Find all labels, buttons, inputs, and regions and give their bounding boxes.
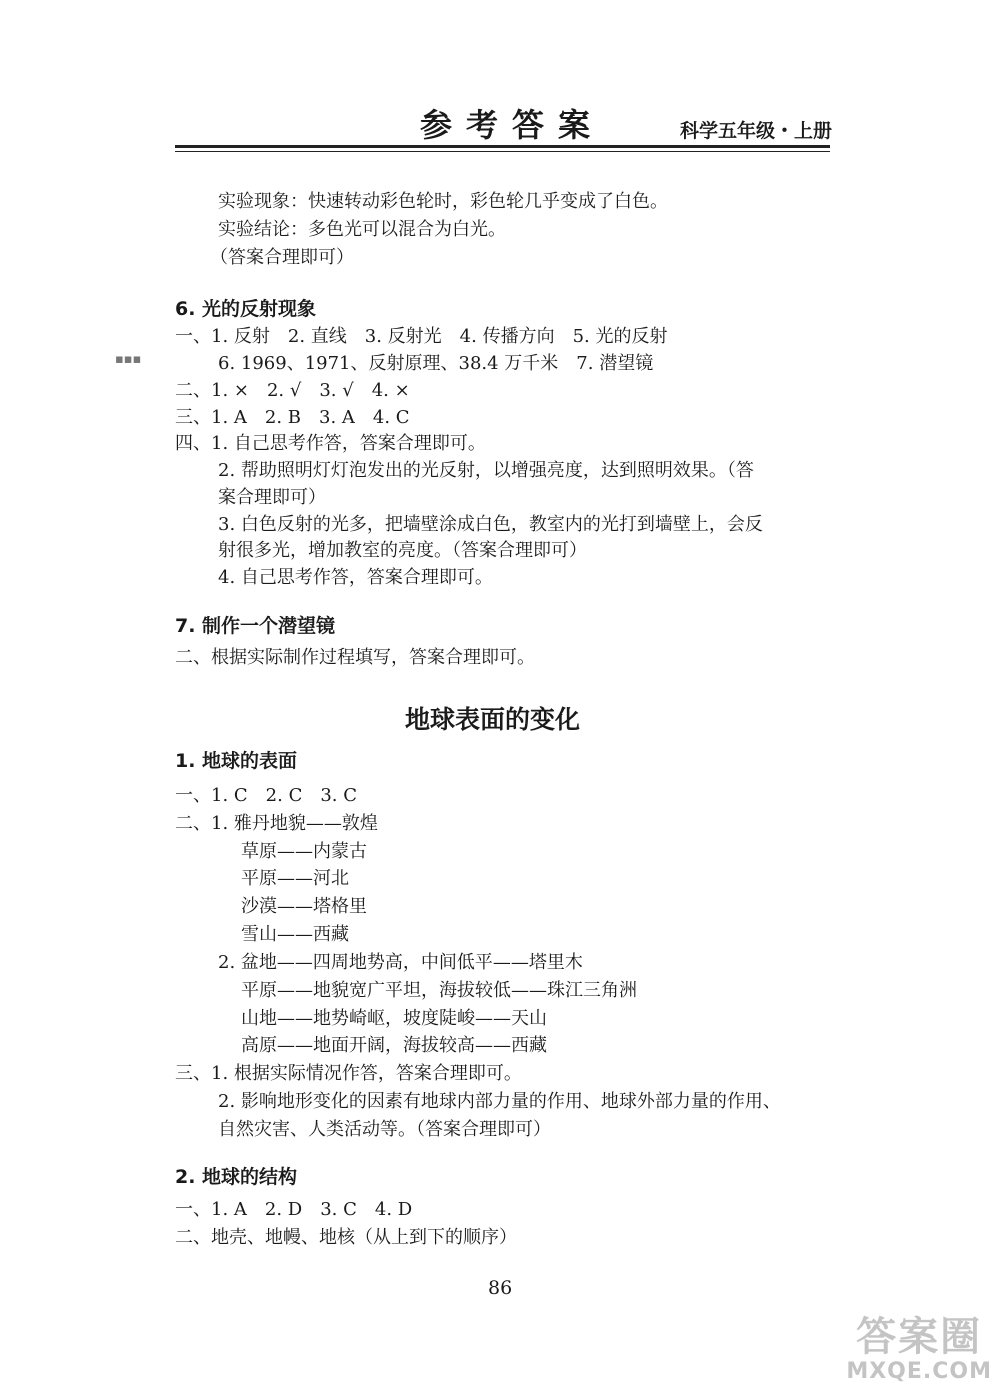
answer-line: 二、地壳、地幔、地核（从上到下的顺序）: [175, 1227, 517, 1248]
answer-line: 一、1. A 2. D 3. C 4. D: [175, 1199, 413, 1220]
chapter-title: 地球表面的变化: [405, 705, 581, 734]
answer-line: 高原——地面开阔，海拔较高——西藏: [241, 1035, 547, 1056]
answer-line: 草原——内蒙古: [241, 841, 367, 862]
answer-line: 三、1. A 2. B 3. A 4. C: [175, 407, 410, 428]
page-number: 86: [488, 1277, 513, 1299]
answer-line: 二、1. × 2. √ 3. √ 4. ×: [175, 380, 410, 401]
answer-line: 2. 影响地形变化的因素有地球内部力量的作用、地球外部力量的作用、: [218, 1091, 781, 1112]
answer-line: 二、根据实际制作过程填写，答案合理即可。: [175, 647, 535, 668]
answer-line: 山地——地势崎岖，坡度陡峻——天山: [241, 1008, 547, 1029]
section-heading: 1. 地球的表面: [175, 750, 298, 772]
answer-line: 一、1. C 2. C 3. C: [175, 785, 358, 806]
watermark-url: MXQE.COM: [846, 1359, 992, 1384]
answer-line: 一、1. 反射 2. 直线 3. 反射光 4. 传播方向 5. 光的反射: [175, 326, 668, 347]
answer-line: 6. 1969、1971、反射原理、38.4 万千米 7. 潜望镜: [218, 353, 654, 374]
answer-line: 平原——地貌宽广平坦，海拔较低——珠江三角洲: [241, 980, 637, 1001]
answer-line: 4. 自己思考作答，答案合理即可。: [218, 567, 493, 588]
page-header-title: 参考答案: [420, 106, 605, 144]
answer-line: 案合理即可）: [218, 487, 326, 508]
answer-line: 沙漠——塔格里: [241, 896, 367, 917]
header-rule-thin: [175, 151, 830, 152]
answer-line: 平原——河北: [241, 868, 349, 889]
answer-line: 二、1. 雅丹地貌——敦煌: [175, 813, 378, 834]
answer-line: （答案合理即可）: [210, 247, 354, 268]
section-heading: 2. 地球的结构: [175, 1166, 298, 1188]
answer-line: 雪山——西藏: [241, 924, 349, 945]
answer-line: 实验结论：多色光可以混合为白光。: [218, 219, 506, 240]
answer-line: 2. 帮助照明灯灯泡发出的光反射，以增强亮度，达到照明效果。（答: [218, 460, 754, 481]
section-heading: 6. 光的反射现象: [175, 298, 317, 320]
page-header-subtitle: 科学五年级・上册: [680, 120, 833, 142]
answer-line: 四、1. 自己思考作答，答案合理即可。: [175, 433, 486, 454]
margin-scan-mark: ▪▪▪: [115, 352, 142, 367]
answer-line: 3. 白色反射的光多，把墙壁涂成白色，教室内的光打到墙壁上，会反: [218, 514, 763, 535]
header-rule-thick: [175, 145, 830, 148]
answer-line: 射很多光，增加教室的亮度。（答案合理即可）: [218, 540, 587, 561]
answer-line: 实验现象：快速转动彩色轮时，彩色轮几乎变成了白色。: [218, 191, 668, 212]
watermark-text: 答案圈: [856, 1314, 983, 1360]
answer-line: 2. 盆地——四周地势高，中间低平——塔里木: [218, 952, 583, 973]
watermark-logo: [846, 1315, 992, 1384]
section-heading: 7. 制作一个潜望镜: [175, 615, 336, 637]
answer-line: 自然灾害、人类活动等。（答案合理即可）: [218, 1119, 551, 1140]
answer-line: 三、1. 根据实际情况作答，答案合理即可。: [175, 1063, 522, 1084]
